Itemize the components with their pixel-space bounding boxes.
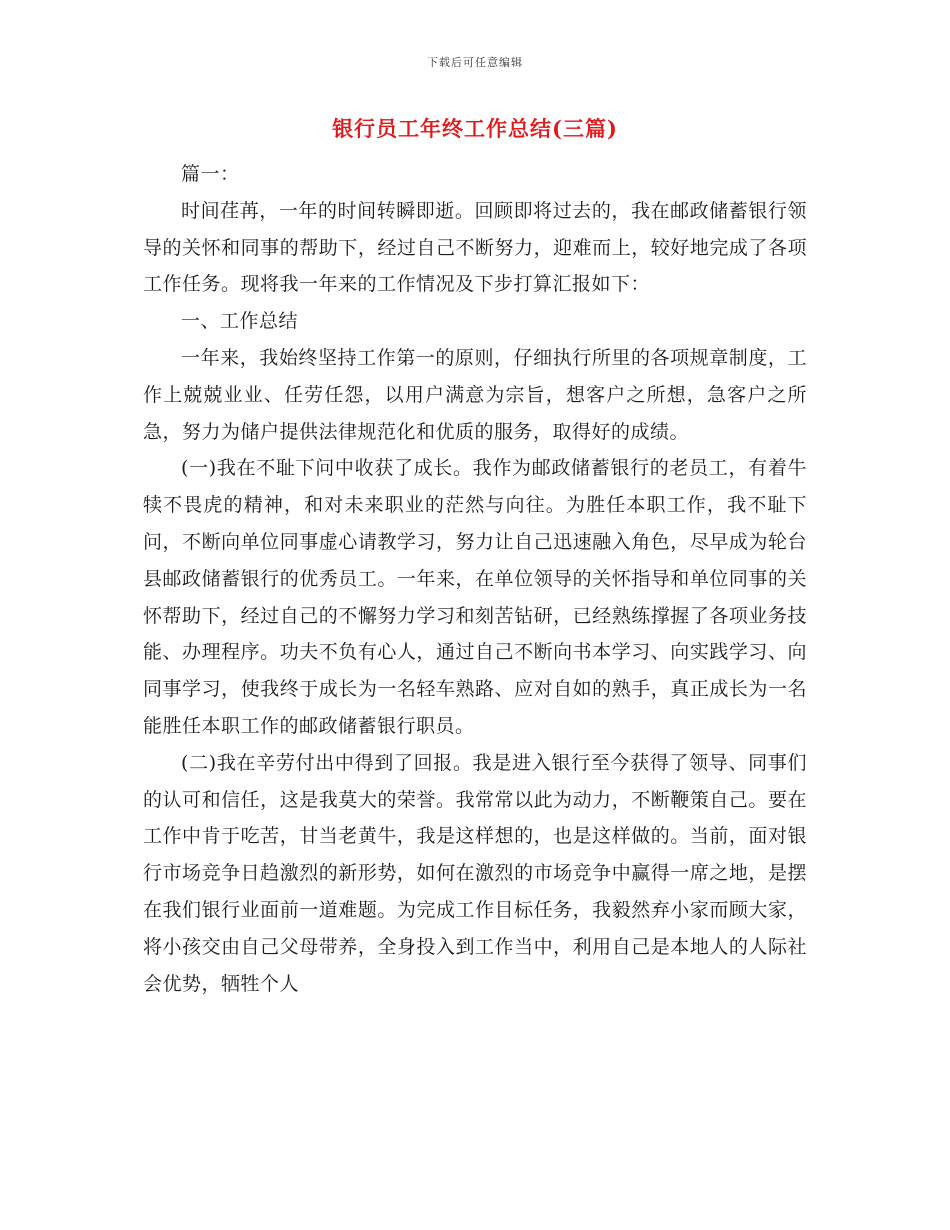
document-title: 银行员工年终工作总结(三篇) <box>332 116 618 141</box>
growth-paragraph: (一)我在不耻下问中收获了成长。我作为邮政储蓄银行的老员工，有着牛犊不畏虎的精神，和对未来职业的茫然与向往。为胜任本职工作，我不耻下问，不断向单位同事虚心请教学习，努力让自己迅速融入角色，尽早成为轮台县邮政储蓄银行的优秀员工。一年来，在单位领导的关怀指导和单位同事的关怀帮助下，经过自己的不懈努力学习和刻苦钻研，已经熟练撑握了各项业务技能、办理程序。功夫不负有心人，通过自己不断向书本学习、向实践学习、向同事学习，使我终于成长为一名轻车熟路、应对自如的熟手，真正成长为一名能胜任本职工作的邮政储蓄银行职员。 <box>143 457 807 737</box>
reward-paragraph: (二)我在辛劳付出中得到了回报。我是进入银行至今获得了领导、同事们的认可和信任，这是我莫大的荣誉。我常常以此为动力，不断鞭策自己。要在工作中肯于吃苦，甘当老黄牛，我是这样想的，也是这样做的。当前，面对银行市场竞争日趋激烈的新形势，如何在激烈的市场竞争中赢得一席之地，是摆在我们银行业面前一道难题。为完成工作目标任务，我毅然弃小家而顾大家，将小孩交由自己父母带养，全身投入到工作当中，利用自己是本地人的人际社会优势，牺牲个人 <box>143 751 807 995</box>
section-heading: 一、工作总结 <box>181 310 299 333</box>
document-body <box>143 156 807 1002</box>
intro-paragraph: 时间荏苒，一年的时间转瞬即逝。回顾即将过去的，我在邮政储蓄银行领导的关怀和同事的帮助下，经过自己不断努力，迎难而上，较好地完成了各项工作任务。现将我一年来的工作情况及下步打算汇报如下： <box>143 199 807 296</box>
summary-paragraph: 一年来，我始终坚持工作第一的原则，仔细执行所里的各项规章制度，工作上兢兢业业、任劳任怨，以用户满意为宗旨，想客户之所想，急客户之所急，努力为储户提供法律规范化和优质的服务，取得好的成绩。 <box>143 346 807 443</box>
page-header-note: 下载后可任意编辑 <box>427 56 523 69</box>
section-label: 篇一： <box>181 163 240 185</box>
